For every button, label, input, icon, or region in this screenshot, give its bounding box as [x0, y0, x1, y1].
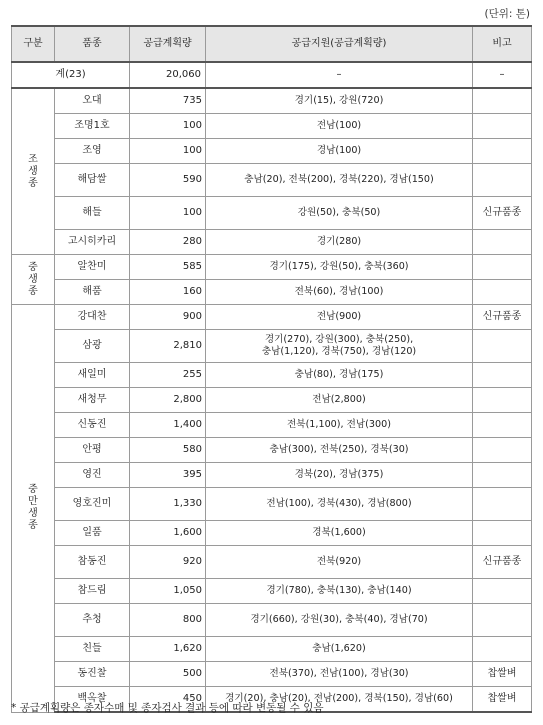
note-cell — [473, 579, 532, 604]
variety-cell: 해들 — [55, 197, 130, 230]
variety-cell: 백옥찰 — [55, 687, 130, 713]
regions-line: 경기(270), 강원(300), 충북(250), — [264, 334, 414, 345]
table-row — [12, 363, 532, 388]
note-cell — [473, 255, 532, 280]
regions-cell: 전북(1,100), 전남(300) — [206, 413, 473, 438]
note-cell — [473, 139, 532, 164]
table-row — [12, 413, 532, 438]
amount-cell: 280 — [130, 230, 206, 255]
table-row — [12, 305, 532, 330]
table-row — [12, 637, 532, 662]
regions-cell: 전북(370), 전남(100), 경남(30) — [206, 662, 473, 687]
amount-cell: 590 — [130, 164, 206, 197]
seed-supply-table — [11, 25, 532, 713]
amount-cell: 585 — [130, 255, 206, 280]
amount-cell: 450 — [130, 687, 206, 713]
amount-cell: 1,330 — [130, 488, 206, 521]
variety-cell: 조영 — [55, 139, 130, 164]
regions-cell: 충남(20), 전북(200), 경북(220), 경남(150) — [206, 164, 473, 197]
regions-cell: 경기(175), 강원(50), 충북(360) — [206, 255, 473, 280]
group-middle: 중 생 종 — [12, 255, 55, 305]
amount-cell: 100 — [130, 114, 206, 139]
regions-cell: 강원(50), 충북(50) — [206, 197, 473, 230]
note-cell — [473, 463, 532, 488]
regions-cell: 경남(100) — [206, 139, 473, 164]
note-cell: 신규품종 — [473, 546, 532, 579]
table-row — [12, 230, 532, 255]
regions-cell: 경기(780), 충북(130), 충남(140) — [206, 579, 473, 604]
variety-cell: 해품 — [55, 280, 130, 305]
regions-cell: 전남(900) — [206, 305, 473, 330]
variety-cell: 알찬미 — [55, 255, 130, 280]
header-regions: 공급지원(공급계획량) — [206, 26, 473, 62]
table-row — [12, 521, 532, 546]
amount-cell: 1,400 — [130, 413, 206, 438]
header-amount: 공급계획량 — [130, 26, 206, 62]
group-late: 중 만 생 종 — [12, 305, 55, 713]
amount-cell: 920 — [130, 546, 206, 579]
variety-cell: 새청무 — [55, 388, 130, 413]
variety-cell: 추청 — [55, 604, 130, 637]
table-row — [12, 388, 532, 413]
amount-cell: 900 — [130, 305, 206, 330]
amount-cell: 395 — [130, 463, 206, 488]
variety-cell: 친들 — [55, 637, 130, 662]
amount-cell: 1,050 — [130, 579, 206, 604]
note-cell — [473, 88, 532, 114]
amount-cell: 160 — [130, 280, 206, 305]
note-cell — [473, 388, 532, 413]
amount-cell: 500 — [130, 662, 206, 687]
note-cell — [473, 438, 532, 463]
variety-cell: 참동진 — [55, 546, 130, 579]
table-row — [12, 463, 532, 488]
note-cell — [473, 637, 532, 662]
variety-cell: 영호진미 — [55, 488, 130, 521]
variety-cell: 조명1호 — [55, 114, 130, 139]
table-row — [12, 255, 532, 280]
table-row — [12, 488, 532, 521]
regions-cell: 전남(2,800) — [206, 388, 473, 413]
note-cell — [473, 114, 532, 139]
note-cell: 신규품종 — [473, 305, 532, 330]
amount-cell: 255 — [130, 363, 206, 388]
note-cell — [473, 230, 532, 255]
regions-cell: 경북(1,600) — [206, 521, 473, 546]
total-note: – — [473, 62, 532, 88]
note-cell — [473, 521, 532, 546]
variety-cell: 오대 — [55, 88, 130, 114]
table-header-row — [12, 26, 532, 62]
regions-cell: 경기(15), 강원(720) — [206, 88, 473, 114]
header-variety: 품종 — [55, 26, 130, 62]
group-early: 조 생 종 — [12, 88, 55, 255]
table-row — [12, 197, 532, 230]
note-cell — [473, 363, 532, 388]
table-row — [12, 604, 532, 637]
variety-cell: 신동진 — [55, 413, 130, 438]
table-row — [12, 579, 532, 604]
total-regions: – — [206, 62, 473, 88]
amount-cell: 1,600 — [130, 521, 206, 546]
regions-cell: 충남(1,620) — [206, 637, 473, 662]
variety-cell: 삼광 — [55, 330, 130, 363]
regions-cell: 경북(20), 경남(375) — [206, 463, 473, 488]
table-row — [12, 438, 532, 463]
table-row — [12, 330, 532, 363]
regions-cell: 전남(100), 경북(430), 경남(800) — [206, 488, 473, 521]
variety-cell: 안평 — [55, 438, 130, 463]
total-row — [12, 62, 532, 88]
regions-cell: 경기(280) — [206, 230, 473, 255]
note-cell — [473, 488, 532, 521]
regions-line: 충남(1,120), 경북(750), 경남(120) — [261, 346, 417, 357]
variety-cell: 해담쌀 — [55, 164, 130, 197]
note-cell: 신규품종 — [473, 197, 532, 230]
variety-cell: 고시히카리 — [55, 230, 130, 255]
table-row — [12, 164, 532, 197]
total-amount: 20,060 — [130, 62, 206, 88]
variety-cell: 참드림 — [55, 579, 130, 604]
variety-cell: 동진찰 — [55, 662, 130, 687]
regions-cell — [206, 330, 473, 363]
note-cell — [473, 164, 532, 197]
table-row — [12, 546, 532, 579]
variety-cell: 일품 — [55, 521, 130, 546]
amount-cell: 2,800 — [130, 388, 206, 413]
table-row — [12, 114, 532, 139]
regions-cell: 전남(100) — [206, 114, 473, 139]
table-row — [12, 88, 532, 114]
amount-cell: 800 — [130, 604, 206, 637]
amount-cell: 580 — [130, 438, 206, 463]
regions-cell: 충남(300), 전북(250), 경북(30) — [206, 438, 473, 463]
footnote: * 공급계획량은 종자수매 및 종자검사 결과 등에 따라 변동될 수 있음 — [11, 702, 324, 714]
note-cell — [473, 330, 532, 363]
note-cell — [473, 604, 532, 637]
regions-cell: 전북(60), 경남(100) — [206, 280, 473, 305]
variety-cell: 영진 — [55, 463, 130, 488]
regions-cell: 전북(920) — [206, 546, 473, 579]
header-note: 비고 — [473, 26, 532, 62]
variety-cell: 강대찬 — [55, 305, 130, 330]
amount-cell: 735 — [130, 88, 206, 114]
amount-cell: 1,620 — [130, 637, 206, 662]
amount-cell: 2,810 — [130, 330, 206, 363]
note-cell: 찹쌀벼 — [473, 662, 532, 687]
regions-cell: 충남(80), 경남(175) — [206, 363, 473, 388]
header-category: 구분 — [12, 26, 55, 62]
table-row — [12, 139, 532, 164]
unit-label: (단위: 톤) — [484, 8, 530, 20]
total-label: 계(23) — [12, 62, 130, 88]
amount-cell: 100 — [130, 139, 206, 164]
note-cell: 찹쌀벼 — [473, 687, 532, 713]
variety-cell: 새일미 — [55, 363, 130, 388]
table-row — [12, 662, 532, 687]
regions-cell: 경기(20), 충남(20), 전남(200), 경북(150), 경남(60) — [206, 687, 473, 713]
amount-cell: 100 — [130, 197, 206, 230]
table-row — [12, 280, 532, 305]
regions-cell: 경기(660), 강원(30), 충북(40), 경남(70) — [206, 604, 473, 637]
note-cell — [473, 413, 532, 438]
note-cell — [473, 280, 532, 305]
